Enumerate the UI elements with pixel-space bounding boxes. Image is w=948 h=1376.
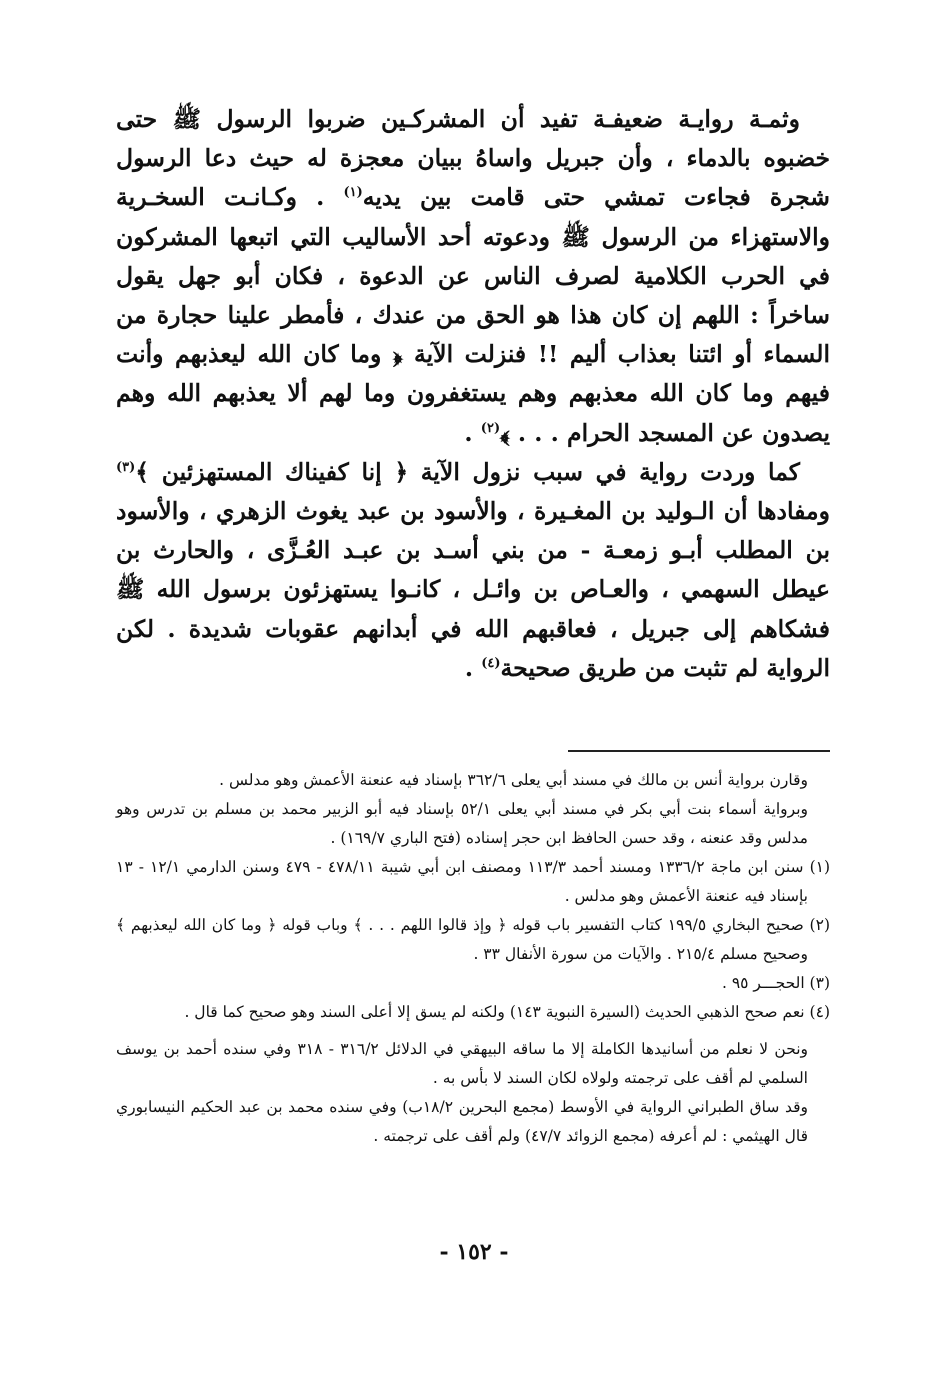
footnote-continuation-1: وقارن برواية أنس بن مالك في مسند أبي يعلى ٣٦٢/٦ بإسناد فيه عنعنة الأعمش وهو مدلس . [219, 771, 808, 789]
page-number: - ١٥٢ - [439, 1239, 509, 1265]
footnotes [116, 766, 830, 1151]
footnote-2: (٢) صحيح البخاري ١٩٩/٥ كتاب التفسير باب قوله ﴿ وإذ قالوا اللهم . . . ﴾ وباب قوله ﴿ وما كان الله ليعذبهم ﴾ وصحيح مسلم ٢١٥/٤ . والآيات من سورة الأنفال ٣٣ . [116, 916, 830, 963]
paragraph-1-text-b: . وكـانـت السخـرية والاستهزاء من الرسول ﷺ ودعوته أحد الأساليب التي اتبعها المشركون في الحرب الكلامية لصرف الناس عن الدعوة ، فكان أبو جهل يقول ساخراً : اللهم إن كان هذا هو الحق من عندك ، فأمطر علينا حجارة من السماء أو ائتنا بعذاب أليم !! فنزلت الآية ﴿ وما كان الله ليعذبهم وأنت فيهم وما كان الله معذبهم وهم يستغفرون وما لهم ألا يعذبهم الله وهم يصدون عن المسجد الحرام . . . ﴾ [116, 183, 830, 447]
paragraph-1-end: . [464, 418, 481, 447]
footnote-continuation-2: وبرواية أسماء بنت أبي بكر في مسند أبي يعلى ٥٢/١ بإسناد فيه أبو الزبير محمد بن مسلم بن تدرس وهو مدلس وقد عنعنه ، وقد حسن الحافظ ابن حجر إسناده (فتح الباري ١٦٩/٧) . [116, 800, 808, 847]
main-text [116, 100, 830, 688]
footnote-1: (١) سنن ابن ماجة ١٣٣٦/٢ ومسند أحمد ١١٣/٣ ومصنف ابن أبي شيبة ٤٧٨/١١ - ٤٧٩ وسنن الدارمي ١٢/١ - ١٣ بإسناد فيه عنعنة الأعمش وهو مدلس . [116, 858, 831, 905]
paragraph-2-end: . [464, 653, 482, 682]
paragraph-2-text-a: كما وردت رواية في سبب نزول الآية ﴿ إنا كفيناك المستهزئين ﴾ [135, 457, 800, 486]
paragraph-2-text-b: ومفادها أن الـوليد بن المغـيرة ، والأسود بن عبد يغوث الزهري ، والأسود بن المطلب أبـو زمعـة - من بني أسـد بن عبـد العُـزَّى ، والحارث بن عيطل السهمي ، والعـاص بن وائـل ، كانـوا يستهزئون برسول الله ﷺ فشكاهم إلى جبريل ، فعاقبهم الله في أبدانهم عقوبات شديدة . لكن الرواية لم تثبت من طريق صحيحة [116, 497, 830, 682]
footnote-divider [568, 750, 830, 752]
footnote-4-detail-2: وقد ساق الطبراني الرواية في الأوسط (مجمع البحرين ١٨/٢ب) وفي سنده محمد بن عبد الحكيم النيسابوري قال الهيثمي : لم أعرفه (مجمع الزوائد ٤٧/٧) ولم أقف على ترجمته . [116, 1098, 809, 1145]
footnote-ref-1: (١) [343, 185, 363, 201]
footnote-3: (٣) الحجـــر ٩٥ . [721, 974, 830, 992]
footnote-ref-2: (٢) [480, 420, 501, 436]
footnote-ref-3: (٣) [116, 460, 136, 475]
paragraph-2 [116, 453, 830, 688]
footnote-4-detail-1: ونحن لا نعلم من أسانيدها الكاملة إلا ما ساقه البيهقي في الدلائل ٣١٦/٢ - ٣١٨ وفي سنده أحمد بن يوسف السلمي لم أقف على ترجمته ولولاه لكان السند لا بأس به . [116, 1040, 809, 1087]
paragraph-1-text-a: وثمـة روايـة ضعيفـة تفيد أن المشركـين ضربوا الرسول ﷺ حتى خضبوه بالدماء ، وأن جبريل واساهُ ببيان معجزة له حيث دعا الرسول شجرة فجاءت تمشي حتى قامت بين يديه [116, 105, 830, 212]
paragraph-1 [116, 100, 830, 453]
footnote-ref-4: (٤) [481, 656, 501, 672]
footnote-4: (٤) نعم صحح الذهبي الحديث (السيرة النبوية ١٤٣) ولكنه لم يسق إلا أعلى السند وهو صحيح كما قال . [184, 1003, 830, 1021]
